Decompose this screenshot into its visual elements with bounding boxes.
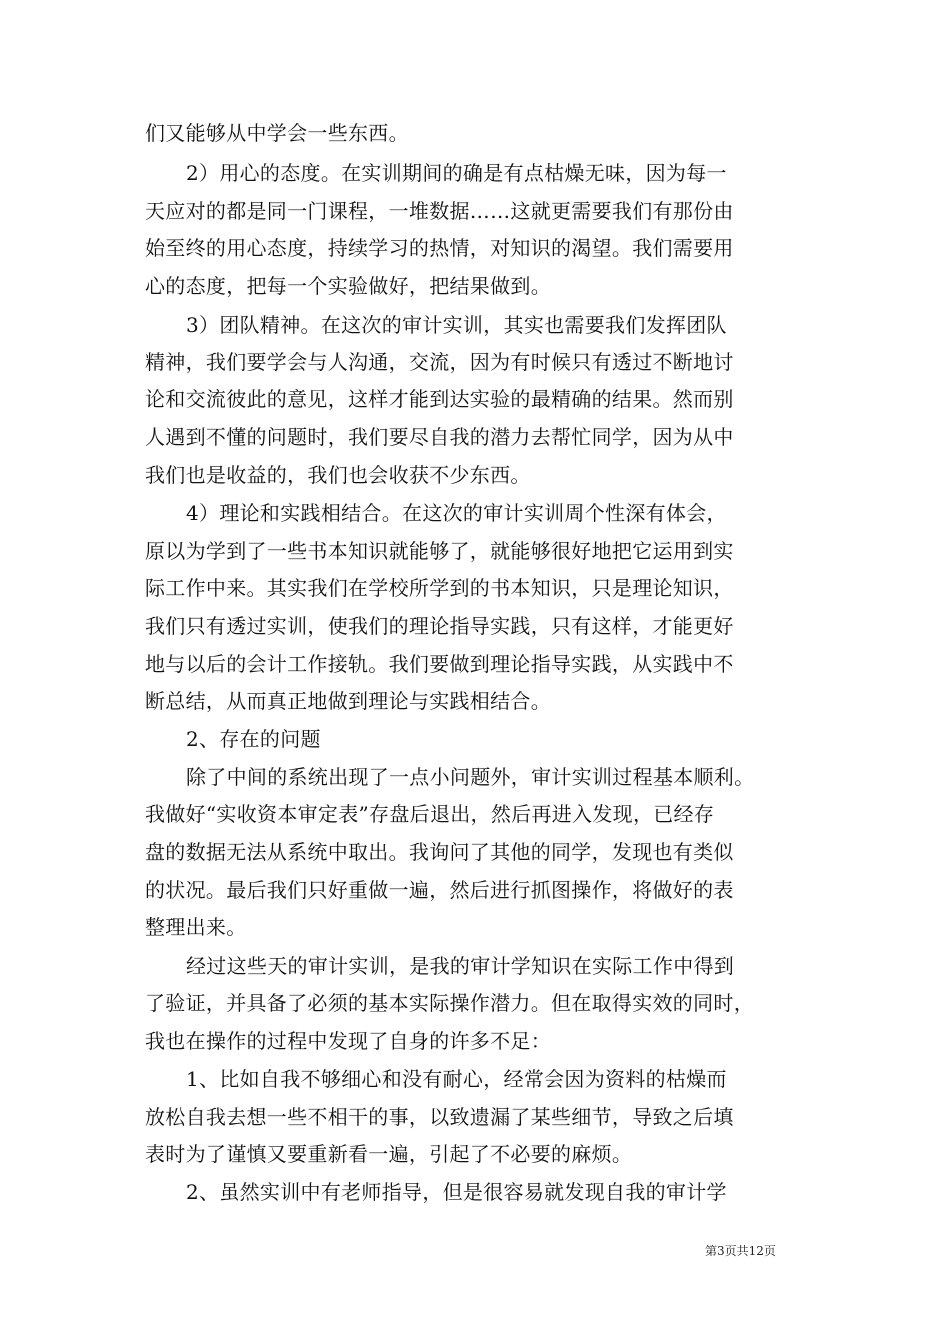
page-number: 第3页共12页 <box>705 1244 776 1258</box>
text-line: 们又能够从中学会一些东西。 <box>145 121 409 145</box>
text-line: 我们只有透过实训，使我们的理论指导实践，只有这样，才能更好 <box>145 614 734 638</box>
text-line: 1、比如自我不够细心和没有耐心，经常会因为资料的枯燥而 <box>186 1067 727 1091</box>
text-line: 天应对的都是同一门课程，一堆数据……这就更需要我们有那份由 <box>145 199 734 223</box>
section-heading: 2、存在的问题 <box>186 727 321 751</box>
text-line: 始至终的用心态度，持续学习的热情，对知识的渴望。我们需要用 <box>145 236 734 260</box>
text-line: 2、虽然实训中有老师指导，但是很容易就发现自我的审计学 <box>186 1180 727 1204</box>
text-line: 放松自我去想一些不相干的事，以致遗漏了某些细节，导致之后填 <box>145 1105 734 1129</box>
text-line: 2）用心的态度。在实训期间的确是有点枯燥无味，因为每一 <box>186 161 727 185</box>
text-line: 经过这些天的审计实训，是我的审计学知识在实际工作中得到 <box>186 954 735 978</box>
text-line: 4）理论和实践相结合。在这次的审计实训周个性深有体会， <box>186 501 727 525</box>
text-line: 人遇到不懂的问题时，我们要尽自我的潜力去帮忙同学，因为从中 <box>145 425 734 449</box>
text-line: 除了中间的系统出现了一点小问题外，审计实训过程基本顺利。 <box>186 765 755 789</box>
text-line: 精神，我们要学会与人沟通，交流，因为有时候只有透过不断地讨 <box>145 350 734 374</box>
text-line: 我们也是收益的，我们也会收获不少东西。 <box>145 463 531 487</box>
text-line: 3）团队精神。在这次的审计实训，其实也需要我们发挥团队 <box>186 313 727 337</box>
text-line: 断总结，从而真正地做到理论与实践相结合。 <box>145 689 551 713</box>
text-line: 际工作中来。其实我们在学校所学到的书本知识，只是理论知识， <box>145 576 734 600</box>
text-line: 了验证，并具备了必须的基本实际操作潜力。但在取得实效的同时， <box>145 991 754 1015</box>
text-line: 论和交流彼此的意见，这样才能到达实验的最精确的结果。然而别 <box>145 387 734 411</box>
text-line: 原以为学到了一些书本知识就能够了，就能够很好地把它运用到实 <box>145 539 734 563</box>
text-line: 表时为了谨慎又要重新看一遍，引起了不必要的麻烦。 <box>145 1142 633 1166</box>
text-line: 我也在操作的过程中发现了自身的许多不足： <box>145 1029 551 1053</box>
text-line: 地与以后的会计工作接轨。我们要做到理论指导实践，从实践中不 <box>145 652 734 676</box>
text-line: 我做好“实收资本审定表”存盘后退出，然后再进入发现，已经存 <box>145 802 715 826</box>
text-line: 整理出来。 <box>145 915 247 939</box>
text-line: 心的态度，把每一个实验做好，把结果做到。 <box>145 274 551 298</box>
text-line: 盘的数据无法从系统中取出。我询问了其他的同学，发现也有类似 <box>145 840 734 864</box>
text-line: 的状况。最后我们只好重做一遍，然后进行抓图操作，将做好的表 <box>145 878 734 902</box>
